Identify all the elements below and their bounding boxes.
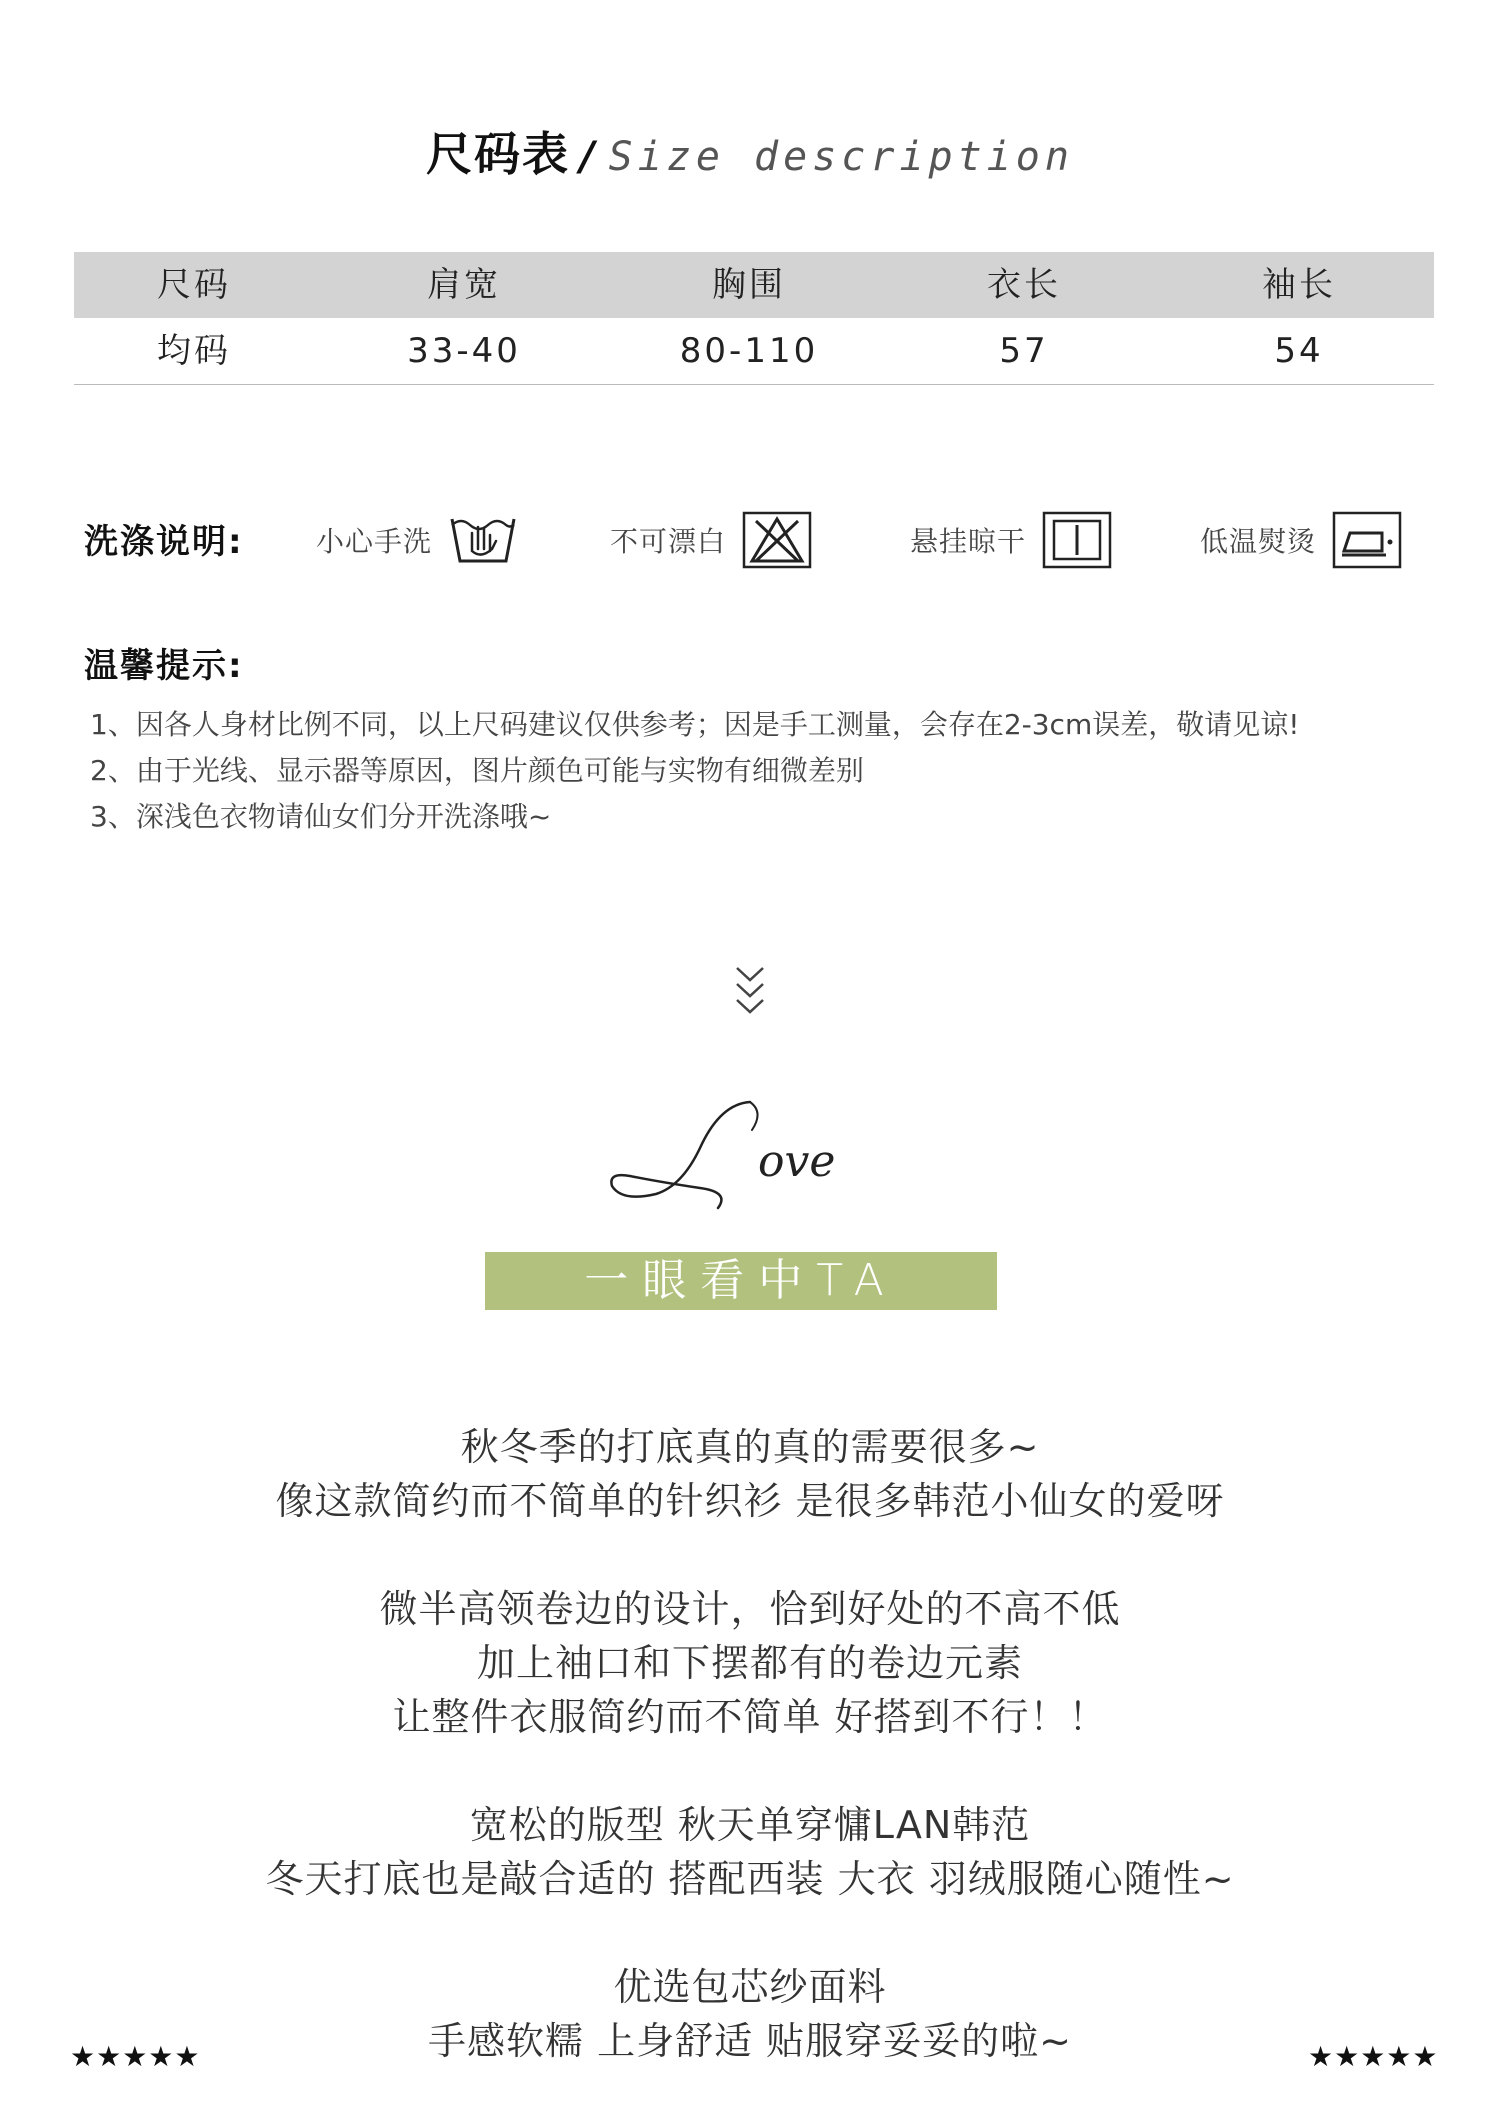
cell-shoulder: 33-40 bbox=[407, 331, 521, 371]
care-label: 不可漂白 bbox=[610, 525, 727, 558]
size-table bbox=[74, 252, 1434, 385]
highlight-banner: 一眼看中TA bbox=[485, 1252, 997, 1310]
header-size: 尺码 bbox=[157, 265, 231, 305]
hang-dry-icon bbox=[1042, 511, 1112, 569]
header-shoulder: 肩宽 bbox=[427, 265, 501, 305]
list-item: 3、深浅色衣物请仙女们分开洗涤哦~ bbox=[90, 800, 552, 833]
care-item-no-bleach bbox=[610, 508, 812, 572]
care-item-hand-wash bbox=[316, 508, 518, 572]
hand-wash-icon bbox=[448, 511, 518, 569]
table-row bbox=[74, 318, 1434, 385]
tips-title: 温馨提示: bbox=[84, 646, 244, 686]
svg-text:ove: ove bbox=[758, 1136, 836, 1187]
no-bleach-icon bbox=[742, 511, 812, 569]
cell-sleeve: 54 bbox=[1274, 331, 1324, 371]
cell-size: 均码 bbox=[157, 331, 231, 371]
size-table-header bbox=[74, 252, 1434, 318]
title-en: Size description bbox=[608, 134, 1074, 180]
description-paragraph-1 bbox=[0, 1420, 1500, 1528]
description-line: 加上袖口和下摆都有的卷边元素 bbox=[476, 1641, 1023, 1685]
care-instructions bbox=[84, 508, 1434, 572]
description-line: 像这款简约而不简单的针织衫 是很多韩范小仙女的爱呀 bbox=[275, 1479, 1225, 1523]
cell-length: 57 bbox=[999, 331, 1049, 371]
description-line: 手感软糯 上身舒适 贴服穿妥妥的啦~ bbox=[428, 2019, 1072, 2063]
star-rating-icon: ★★★★★ bbox=[1308, 2040, 1439, 2073]
title-separator: / bbox=[580, 134, 595, 180]
description-line: 让整件衣服简约而不简单 好搭到不行！！ bbox=[392, 1695, 1108, 1739]
header-bust: 胸围 bbox=[712, 265, 786, 305]
care-label: 小心手洗 bbox=[316, 525, 433, 558]
care-item-hang-dry bbox=[910, 508, 1112, 572]
low-iron-icon bbox=[1332, 511, 1402, 569]
care-label: 悬挂晾干 bbox=[910, 525, 1027, 558]
care-title: 洗涤说明: bbox=[84, 522, 244, 562]
page-title bbox=[0, 118, 1500, 184]
tips-list bbox=[90, 702, 1430, 840]
description-line: 秋冬季的打底真的真的需要很多~ bbox=[460, 1425, 1040, 1469]
title-cn: 尺码表 bbox=[426, 127, 571, 181]
description-paragraph-4 bbox=[0, 1960, 1500, 2068]
chevron-down-icon bbox=[725, 960, 775, 1030]
header-sleeve: 袖长 bbox=[1262, 265, 1336, 305]
header-length: 衣长 bbox=[987, 265, 1061, 305]
description-paragraph-2 bbox=[0, 1582, 1500, 1744]
cell-bust: 80-110 bbox=[679, 331, 819, 371]
care-item-low-iron bbox=[1200, 508, 1402, 572]
description-line: 宽松的版型 秋天单穿慵LAN韩范 bbox=[469, 1803, 1031, 1847]
description-paragraph-3 bbox=[0, 1798, 1500, 1906]
care-label: 低温熨烫 bbox=[1200, 525, 1317, 558]
list-item: 2、由于光线、显示器等原因，图片颜色可能与实物有细微差别 bbox=[90, 754, 864, 787]
description-line: 优选包芯纱面料 bbox=[613, 1965, 887, 2009]
list-item: 1、因各人身材比例不同，以上尺码建议仅供参考；因是手工测量，会存在2-3cm误差，敬请见谅! bbox=[90, 708, 1300, 741]
description-line: 冬天打底也是敲合适的 搭配西装 大衣 羽绒服随心随性~ bbox=[265, 1857, 1235, 1901]
description-line: 微半高领卷边的设计，恰到好处的不高不低 bbox=[379, 1587, 1121, 1631]
star-rating-icon: ★★★★★ bbox=[70, 2040, 201, 2073]
love-script-logo bbox=[600, 1090, 880, 1220]
